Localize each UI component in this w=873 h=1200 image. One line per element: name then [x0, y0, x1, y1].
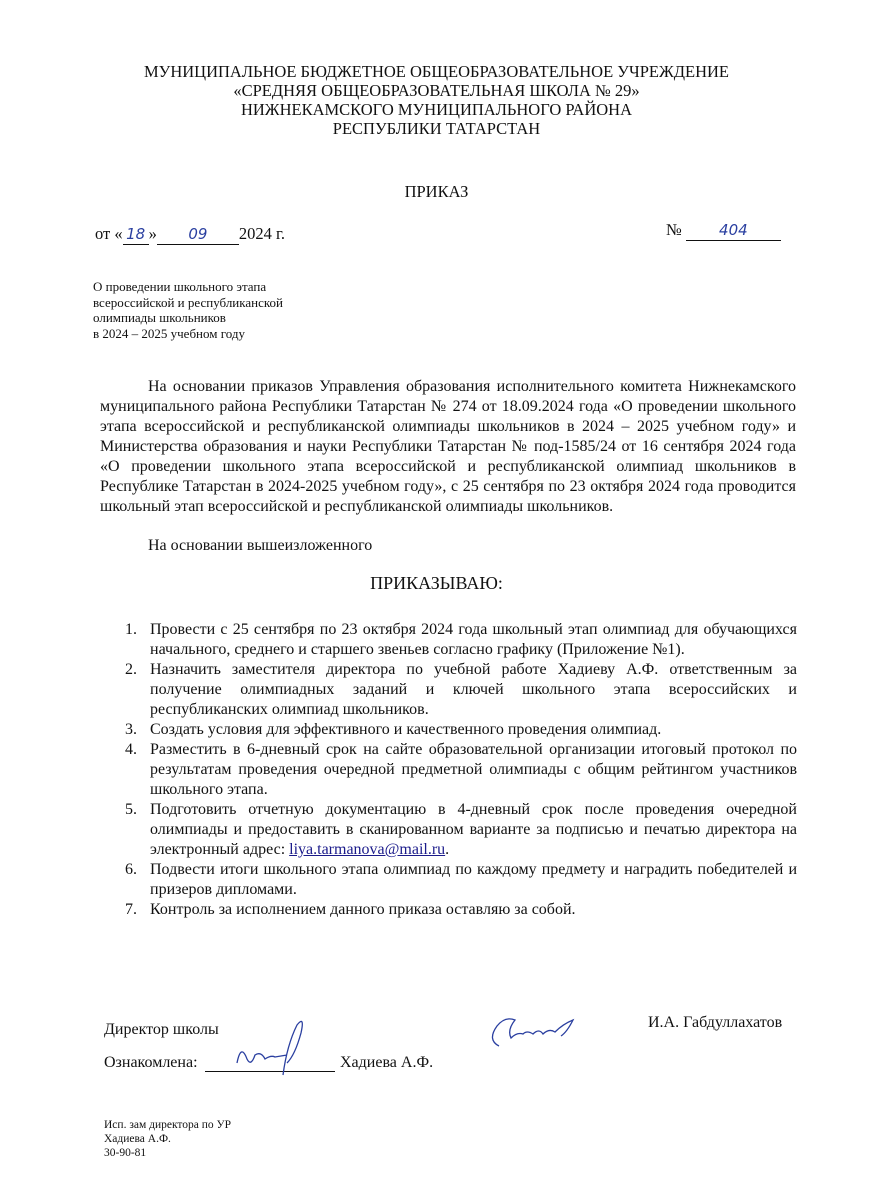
item-number: 4.: [125, 741, 137, 758]
ack-name: Хадиева А.Ф.: [340, 1054, 434, 1071]
item-text: Провести с 25 сентября по 23 октября 2024 года школьный этап олимпиад для обучающихся начального, среднего и старшего звеньев согласно графику (Приложение №1).: [150, 621, 797, 658]
email-link[interactable]: liya.tarmanova@mail.ru: [289, 841, 446, 858]
number-label: №: [666, 220, 682, 239]
director-label: Директор школы: [104, 1021, 219, 1038]
order-subject: [93, 279, 283, 341]
list-item: [100, 720, 797, 740]
order-number: [666, 220, 781, 241]
executor-info: [104, 1118, 231, 1160]
header-line: «СРЕДНЯЯ ОБЩЕОБРАЗОВАТЕЛЬНАЯ ШКОЛА № 29»: [233, 81, 640, 100]
ack-label: Ознакомлена:: [104, 1054, 198, 1071]
list-item: [100, 860, 797, 900]
list-item: [100, 620, 797, 660]
item-number: 7.: [125, 901, 137, 918]
item-text: Разместить в 6-дневный срок на сайте образовательной организации итоговый протокол по результатам проведения очередной предметной олимпиады с общим рейтингом участников школьного этапа.: [150, 741, 797, 798]
header-line: НИЖНЕКАМСКОГО МУНИЦИПАЛЬНОГО РАЙОНА: [240, 100, 633, 119]
basis-text: На основании вышеизложенного: [148, 537, 373, 554]
date-year: 2024 г.: [238, 224, 286, 243]
item-number: 2.: [125, 661, 137, 678]
subject-line: всероссийской и республиканской: [93, 294, 283, 310]
subject-line: в 2024 – 2025 учебном году: [93, 325, 245, 341]
subject-line: О проведении школьного этапа: [93, 279, 267, 294]
document-title: ПРИКАЗ: [404, 182, 469, 201]
date-month: 09: [188, 225, 208, 243]
order-heading: ПРИКАЗЫВАЮ:: [370, 573, 503, 593]
executor-phone: 30-90-81: [104, 1147, 147, 1159]
list-item: [100, 900, 797, 920]
order-items: [100, 620, 797, 920]
item-text: Назначить заместителя директора по учебной работе Хадиеву А.Ф. ответственным за получение олимпиадных заданий и ключей школьного этапа всероссийских и республиканских олимпиад школьников.: [150, 661, 797, 718]
list-item: [100, 660, 797, 720]
ack-signature: [225, 1015, 315, 1090]
item-text: Контроль за исполнением данного приказа оставляю за собой.: [150, 901, 576, 918]
list-item: [100, 800, 797, 860]
number-value: 404: [719, 221, 748, 239]
header-line: РЕСПУБЛИКИ ТАТАРСТАН: [332, 119, 541, 138]
item-tail: .: [445, 841, 450, 858]
item-text: Создать условия для эффективного и качественного проведения олимпиад.: [150, 721, 662, 738]
director-name: И.А. Габдуллахатов: [648, 1014, 783, 1031]
director-signature: [485, 1010, 585, 1055]
order-date: [95, 224, 285, 245]
executor-name: Хадиева А.Ф.: [104, 1133, 171, 1145]
item-number: 6.: [125, 861, 137, 878]
preamble-paragraph: На основании приказов Управления образования исполнительного комитета Нижнекамского муниципального района Республики Татарстан № 274 от 18.09.2024 года «О проведении школьного этапа всероссийской и республиканской олимпиады школьников в 2024 – 2025 учебном году» и Министерства образования и науки Республики Татарстан № под-1585/24 от 16 сентября 2024 года «О проведении школьного этапа всероссийской и республиканской олимпиад школьников в Республике Татарстан в 2024-2025 учебном году», с 25 сентября по 23 октября 2024 года проводится школьный этап всероссийской и республиканской олимпиады школьников.: [100, 378, 796, 515]
executor-position: Исп. зам директора по УР: [104, 1119, 232, 1131]
date-prefix: от «: [95, 224, 123, 243]
item-number: 5.: [125, 801, 137, 818]
subject-line: олимпиады школьников: [93, 310, 226, 325]
date-mid: »: [148, 224, 157, 243]
list-item: [100, 740, 797, 800]
date-day: 18: [126, 225, 146, 243]
header-line: МУНИЦИПАЛЬНОЕ БЮДЖЕТНОЕ ОБЩЕОБРАЗОВАТЕЛЬНОЕ УЧРЕЖДЕНИЕ: [144, 62, 729, 81]
item-text: Подготовить отчетную документацию в 4-дневный срок после проведения очередной олимпиады и предоставить в сканированном варианте за подписью и печатью директора на электронный адрес:: [150, 801, 797, 858]
item-number: 3.: [125, 721, 137, 738]
item-text: Подвести итоги школьного этапа олимпиад по каждому предмету и наградить победителей и призеров дипломами.: [150, 861, 797, 898]
school-header: [0, 62, 873, 138]
item-number: 1.: [125, 621, 137, 638]
